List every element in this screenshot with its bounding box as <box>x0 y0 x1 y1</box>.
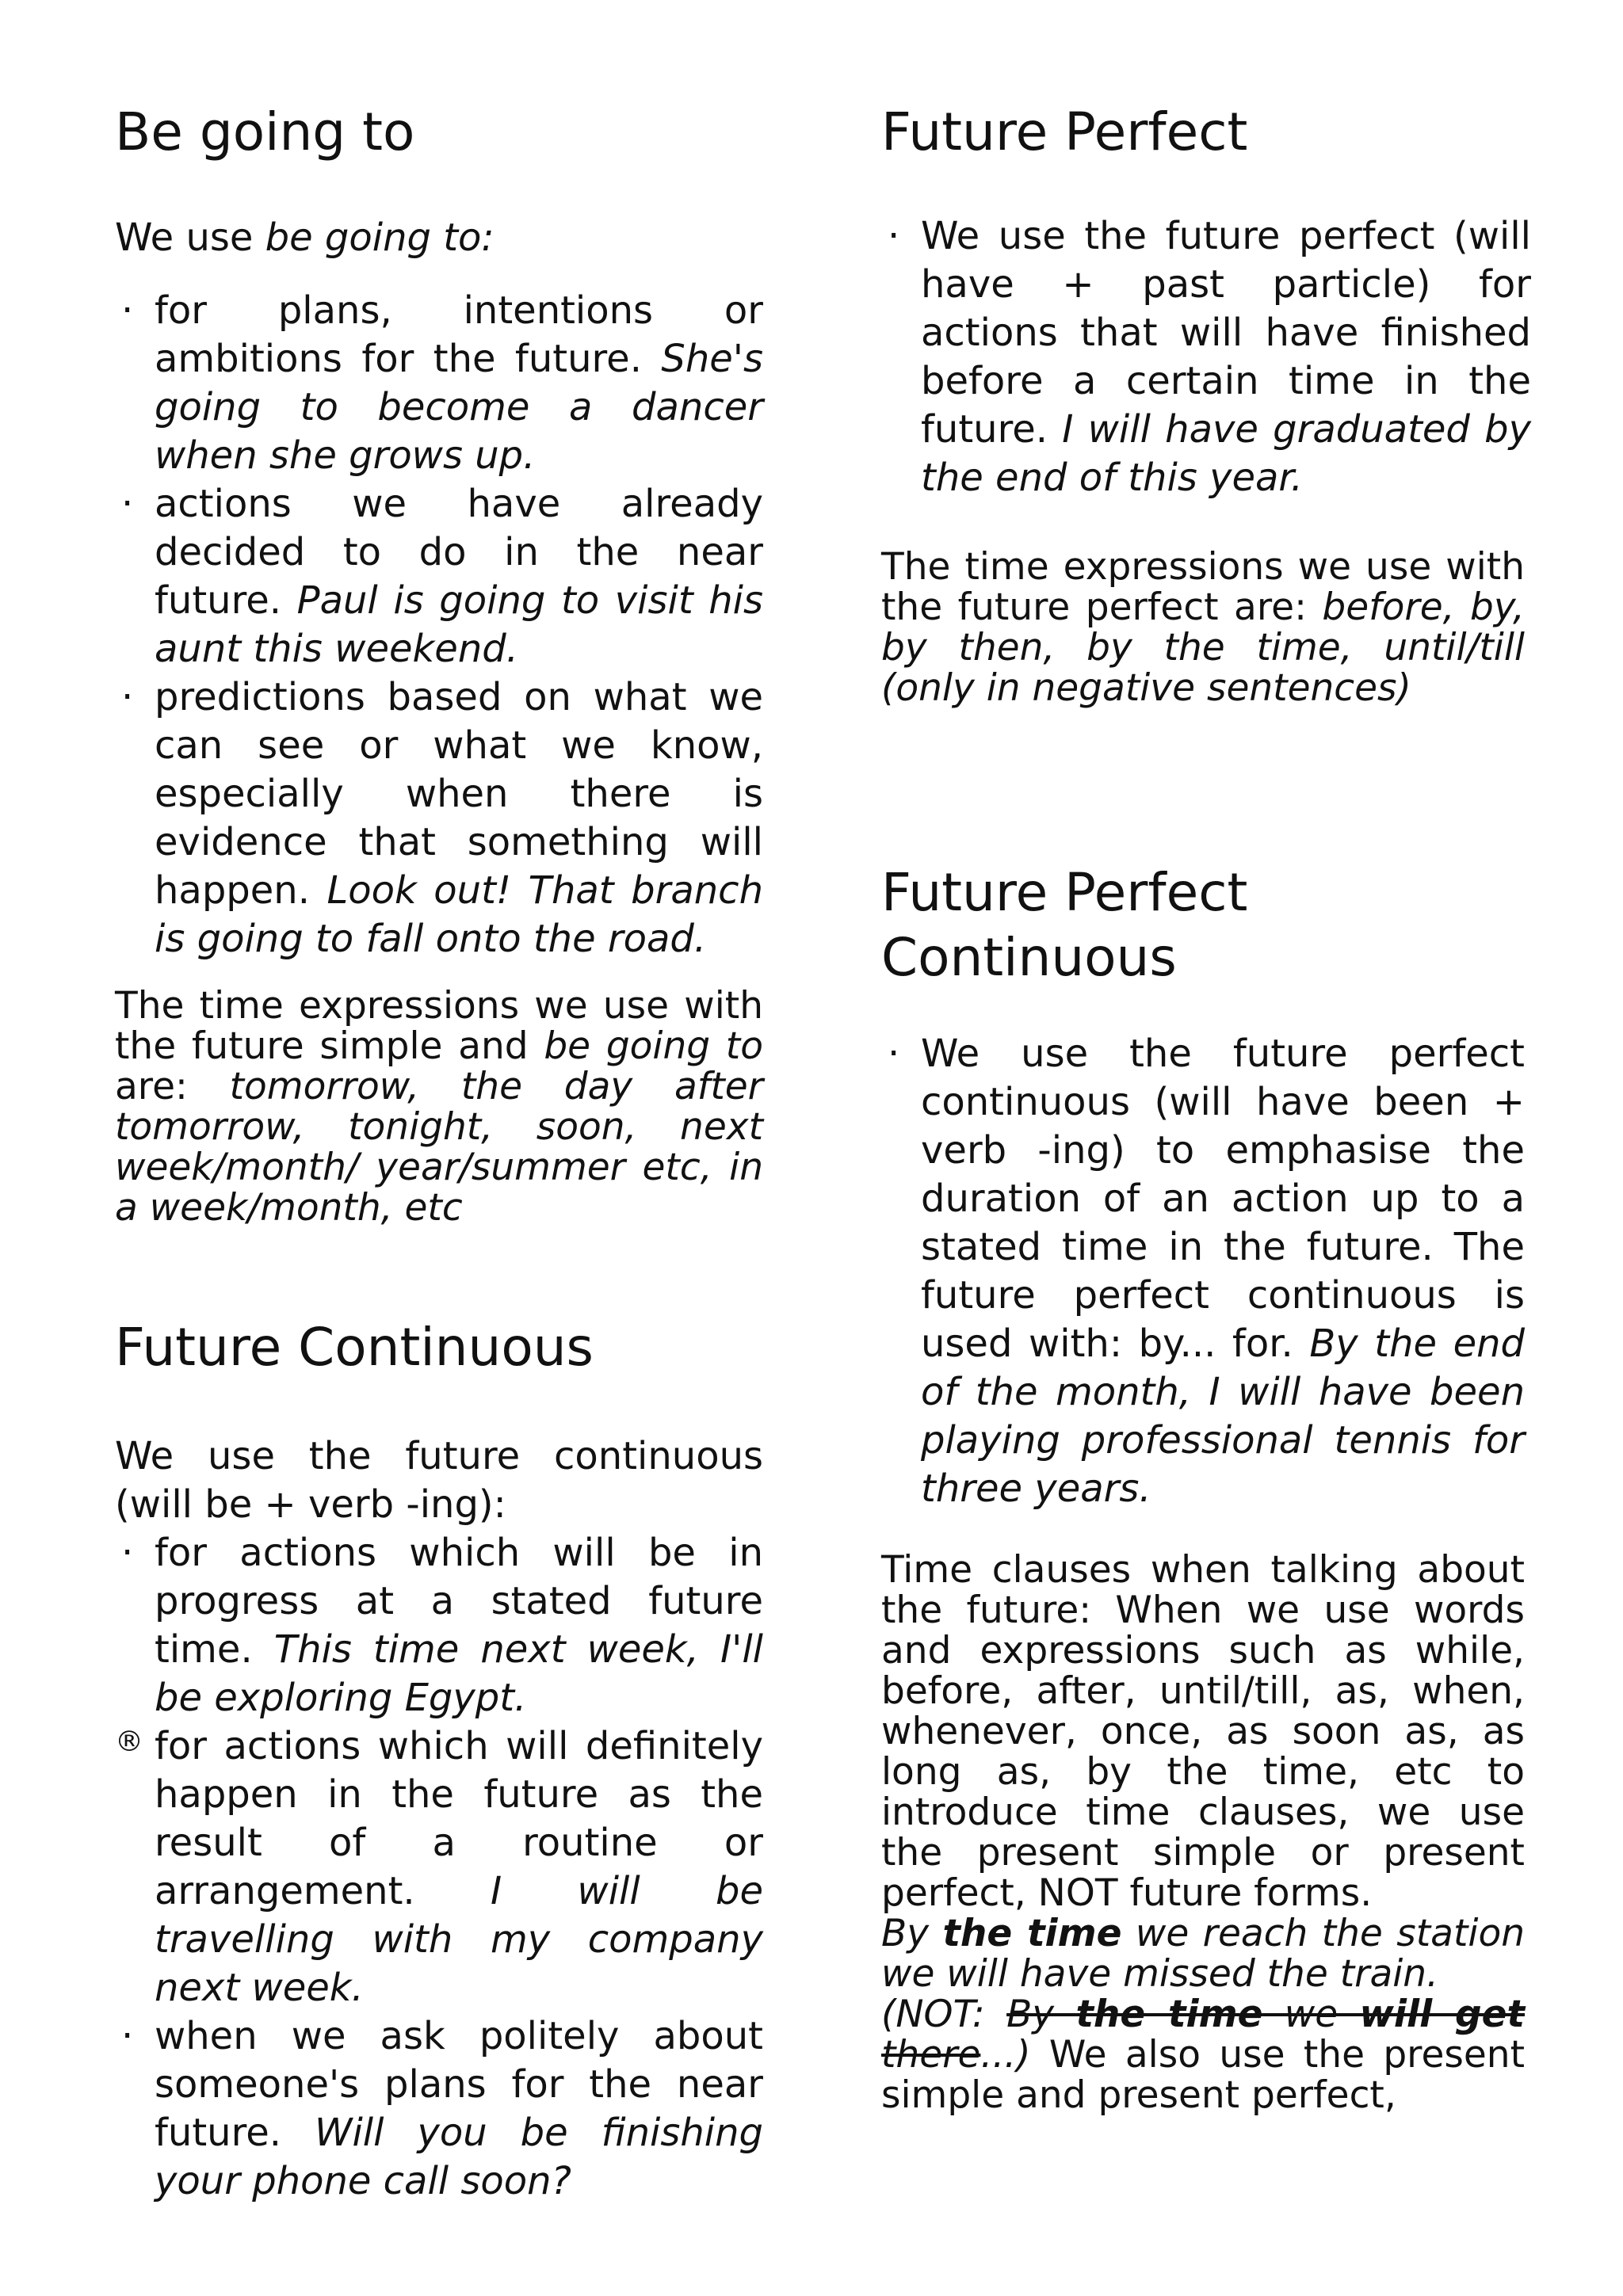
section-title-be-going-to: Be going to <box>115 101 415 162</box>
list-item: · for actions which will be in progress at a stated future time. This time next week, I'll be exploring Egypt. <box>121 1531 764 1720</box>
future-perfect-time-expressions: The time expressions we use with the future perfect are: before, by, by then, by the time, until/till (only in negative sentences) <box>881 545 1525 710</box>
bullet-icon: · <box>121 1531 134 1575</box>
registered-mark-icon: ® <box>115 1726 143 1758</box>
be-going-to-intro: We use be going to: <box>115 215 495 260</box>
section-title-future-perfect: Future Perfect <box>881 101 1248 162</box>
future-perfect-continuous-uses-list <box>881 1030 1525 1513</box>
time-clauses-explanation: Time clauses when talking about the future: When we use words and expressions such as while, before, after, until/till, as, when, whenever, once, as soon as, as long as, by the time, etc to introduce time clauses, we use the present simple or present perfect, NOT future forms. <box>881 1548 1525 1915</box>
future-continuous-uses-list <box>115 1529 763 2206</box>
section-title-future-perfect-continuous: Future Perfect Continuous <box>881 862 1248 988</box>
time-clauses-paragraph <box>881 1550 1525 2115</box>
bullet-icon: · <box>121 2014 134 2058</box>
time-clauses-not-example: (NOT: By the time we will get there...) We also use the present simple and present perfect, <box>881 1993 1525 2117</box>
list-item: · when we ask politely about someone's plans for the near future. Will you be finishing your phone call soon? <box>121 2014 763 2203</box>
bullet-icon: · <box>888 1032 900 1076</box>
list-item: · predictions based on what we can see or what we know, especially when there is evidence that something will happen. Look out! That branch is going to fall onto the road. <box>121 675 763 961</box>
be-going-to-time-expressions: The time expressions we use with the future simple and be going to are: tomorrow, the day after tomorrow, tonight, soon, next week/month/ year/summer etc, in a week/month, etc <box>115 984 763 1230</box>
be-going-to-uses-list <box>115 287 763 963</box>
bullet-icon: · <box>888 214 900 258</box>
list-item: ® for actions which will definitely happen in the future as the result of a routine or arrangement. I will be travelling with my company next week. <box>115 1722 763 2012</box>
list-item: · We use the future perfect continuous (will have been + verb -ing) to emphasise the duration of an action up to a stated time in the future. The future perfect continuous is used with: by... for. By the end of the month, I will have been playing professional tennis for three years. <box>888 1032 1525 1511</box>
bullet-icon: · <box>121 675 134 719</box>
future-perfect-uses-list <box>881 212 1531 502</box>
bullet-icon: · <box>121 482 134 526</box>
list-item: · actions we have already decided to do in the near future. Paul is going to visit his aunt this weekend. <box>121 482 764 671</box>
future-continuous-intro: We use the future continuous (will be + verb -ing): <box>115 1434 763 1527</box>
section-title-future-continuous: Future Continuous <box>115 1317 594 1378</box>
time-clauses-example: By the time we reach the station we will have missed the train. <box>881 1912 1525 1996</box>
list-item: · for plans, intentions or ambitions for the future. She's going to become a dancer when she grows up. <box>121 288 763 478</box>
list-item: · We use the future perfect (will have + past particle) for actions that will have finished before a certain time in the future. I will have graduated by the end of this year. <box>888 214 1531 500</box>
bullet-icon: · <box>121 288 134 333</box>
